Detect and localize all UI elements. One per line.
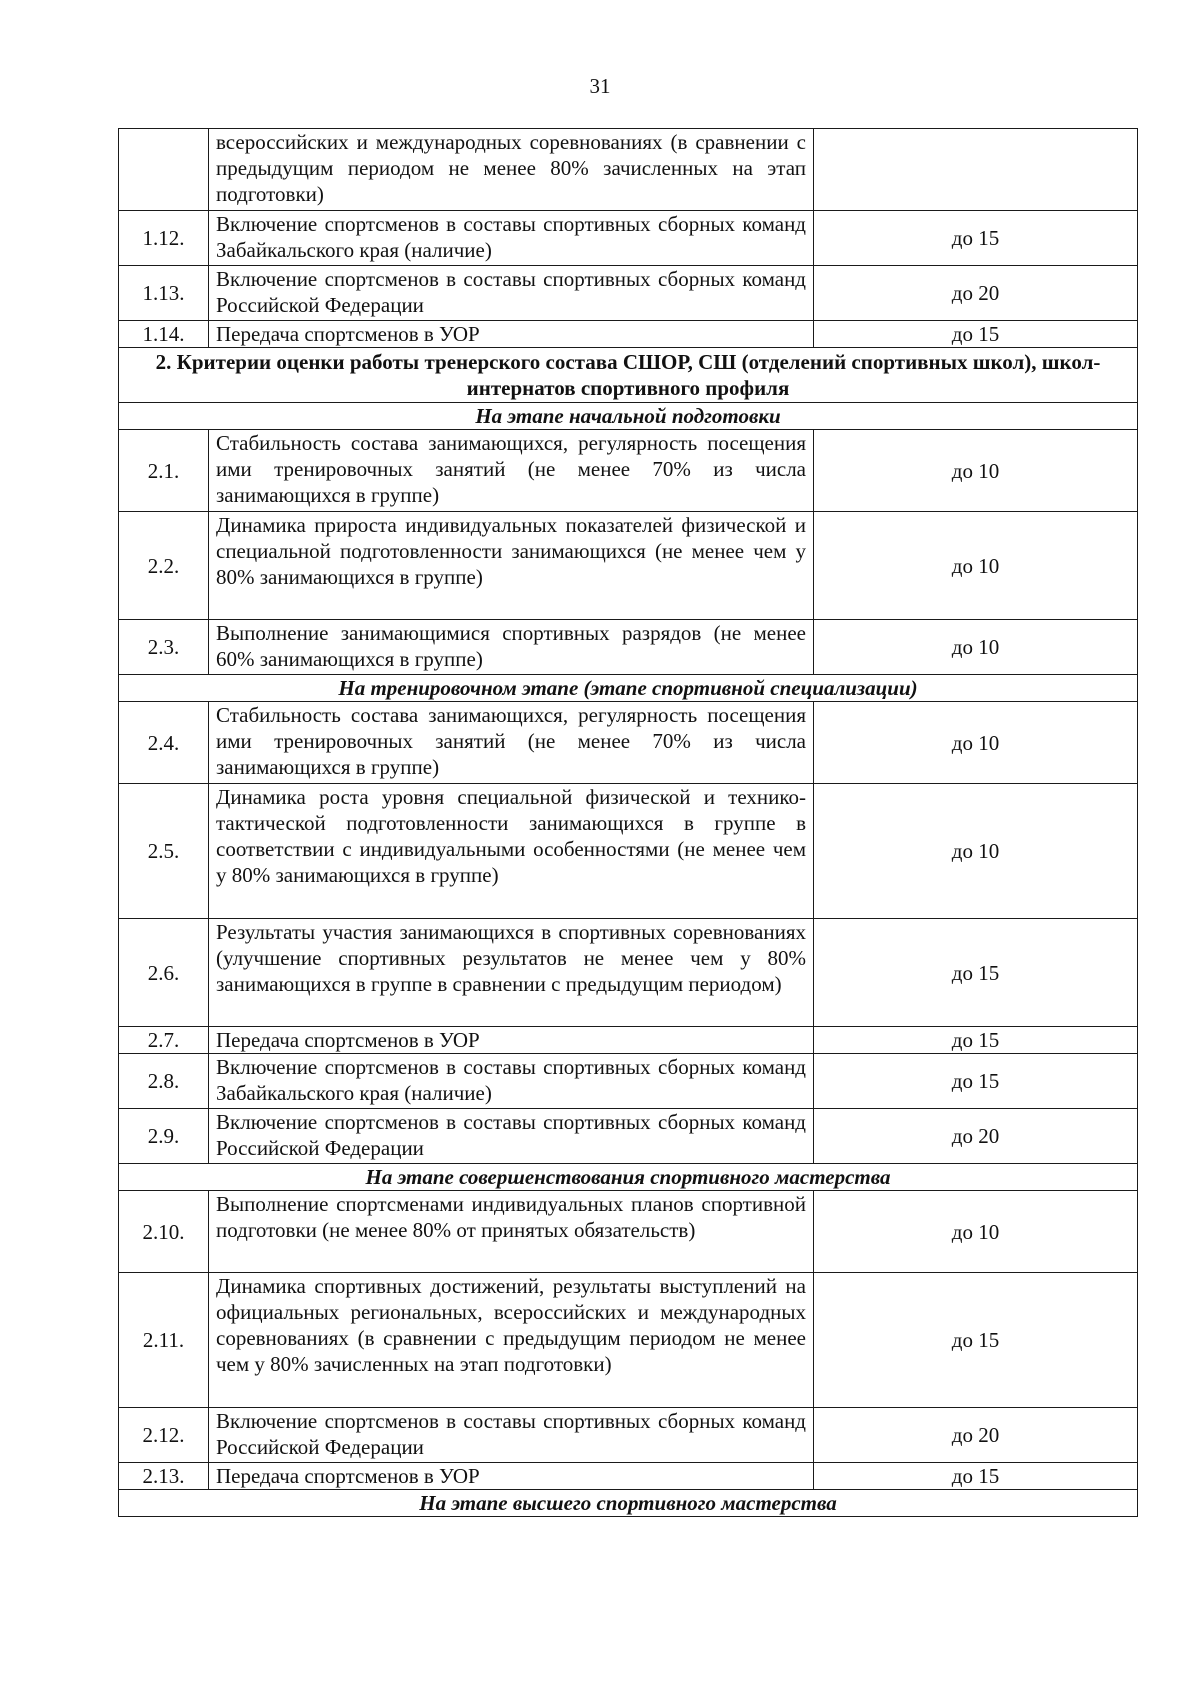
row-score: до 20: [814, 1109, 1138, 1164]
table-row: [119, 1027, 1138, 1054]
stage-heading-row: [119, 1490, 1138, 1517]
stage-heading-row: [119, 403, 1138, 430]
table-row: [119, 1109, 1138, 1164]
row-description: Включение спортсменов в составы спортивных сборных команд Российской Федерации: [209, 1408, 814, 1463]
row-number: 1.12.: [119, 211, 209, 266]
stage-heading: На этапе высшего спортивного мастерства: [119, 1490, 1138, 1517]
table-row: [119, 1054, 1138, 1109]
row-number: 1.13.: [119, 266, 209, 321]
row-description: Стабильность состава занимающихся, регулярность посещения ими тренировочных занятий (не менее 70% из числа занимающихся в группе): [209, 702, 814, 784]
criteria-table: [118, 128, 1138, 1517]
row-description: Выполнение спортсменами индивидуальных планов спортивной подготовки (не менее 80% от принятых обязательств): [209, 1191, 814, 1273]
table-row: [119, 512, 1138, 620]
row-number: 2.6.: [119, 919, 209, 1027]
table-row: [119, 919, 1138, 1027]
row-number: 2.9.: [119, 1109, 209, 1164]
row-score: до 15: [814, 211, 1138, 266]
row-number: 2.11.: [119, 1273, 209, 1408]
row-description: Динамика роста уровня специальной физической и технико-тактической подготовленности занимающихся в группе в соответствии с индивидуальными особенностями (не менее чем у 80% занимающихся в группе): [209, 784, 814, 919]
row-score: до 10: [814, 784, 1138, 919]
row-number: 2.8.: [119, 1054, 209, 1109]
row-score: до 10: [814, 702, 1138, 784]
row-number: 2.4.: [119, 702, 209, 784]
row-score: до 15: [814, 321, 1138, 348]
row-description: Передача спортсменов в УОР: [209, 321, 814, 348]
row-description: Включение спортсменов в составы спортивных сборных команд Забайкальского края (наличие): [209, 211, 814, 266]
stage-heading-row: [119, 675, 1138, 702]
row-score: до 15: [814, 1273, 1138, 1408]
row-description: Стабильность состава занимающихся, регулярность посещения ими тренировочных занятий (не менее 70% из числа занимающихся в группе): [209, 430, 814, 512]
row-score: [814, 129, 1138, 211]
table-row: [119, 1408, 1138, 1463]
row-description: Динамика прироста индивидуальных показателей физической и специальной подготовленности занимающихся (не менее чем у 80% занимающихся в группе): [209, 512, 814, 620]
row-description: Результаты участия занимающихся в спортивных соревнованиях (улучшение спортивных результатов не менее чем у 80% занимающихся в группе в сравнении с предыдущим периодом): [209, 919, 814, 1027]
stage-heading: На тренировочном этапе (этапе спортивной специализации): [119, 675, 1138, 702]
row-description: Динамика спортивных достижений, результаты выступлений на официальных региональных, всероссийских и международных соревнованиях (в сравнении с предыдущим периодом не менее чем у 80% зачисленных на этап подготовки): [209, 1273, 814, 1408]
table-row: [119, 1191, 1138, 1273]
table-row: [119, 321, 1138, 348]
table-row: [119, 129, 1138, 211]
row-score: до 10: [814, 512, 1138, 620]
row-description: Передача спортсменов в УОР: [209, 1027, 814, 1054]
row-number: 2.1.: [119, 430, 209, 512]
table-row: [119, 620, 1138, 675]
row-score: до 15: [814, 1463, 1138, 1490]
table-row: [119, 1463, 1138, 1490]
table-row: [119, 430, 1138, 512]
row-description: Включение спортсменов в составы спортивных сборных команд Забайкальского края (наличие): [209, 1054, 814, 1109]
section-heading-row: [119, 348, 1138, 403]
row-score: до 10: [814, 430, 1138, 512]
row-score: до 20: [814, 1408, 1138, 1463]
row-number: 2.12.: [119, 1408, 209, 1463]
row-score: до 20: [814, 266, 1138, 321]
row-number: 2.7.: [119, 1027, 209, 1054]
row-number: [119, 129, 209, 211]
row-description: Выполнение занимающимися спортивных разрядов (не менее 60% занимающихся в группе): [209, 620, 814, 675]
stage-heading: На этапе начальной подготовки: [119, 403, 1138, 430]
table-row: [119, 1273, 1138, 1408]
row-score: до 10: [814, 1191, 1138, 1273]
row-description: Передача спортсменов в УОР: [209, 1463, 814, 1490]
table-row: [119, 784, 1138, 919]
stage-heading-row: [119, 1164, 1138, 1191]
table-row: [119, 211, 1138, 266]
row-score: до 15: [814, 1027, 1138, 1054]
section-heading: 2. Критерии оценки работы тренерского состава СШОР, СШ (отделений спортивных школ), школ-интернатов спортивного профиля: [119, 348, 1138, 403]
page-number: 31: [589, 74, 611, 98]
row-score: до 15: [814, 919, 1138, 1027]
row-number: 2.5.: [119, 784, 209, 919]
stage-heading: На этапе совершенствования спортивного мастерства: [119, 1164, 1138, 1191]
row-number: 2.2.: [119, 512, 209, 620]
row-number: 1.14.: [119, 321, 209, 348]
table-row: [119, 702, 1138, 784]
row-number: 2.13.: [119, 1463, 209, 1490]
row-description: Включение спортсменов в составы спортивных сборных команд Российской Федерации: [209, 1109, 814, 1164]
row-score: до 10: [814, 620, 1138, 675]
table-row: [119, 266, 1138, 321]
row-number: 2.10.: [119, 1191, 209, 1273]
row-description: всероссийских и международных соревнованиях (в сравнении с предыдущим периодом не менее 80% зачисленных на этап подготовки): [209, 129, 814, 211]
row-number: 2.3.: [119, 620, 209, 675]
row-description: Включение спортсменов в составы спортивных сборных команд Российской Федерации: [209, 266, 814, 321]
row-score: до 15: [814, 1054, 1138, 1109]
